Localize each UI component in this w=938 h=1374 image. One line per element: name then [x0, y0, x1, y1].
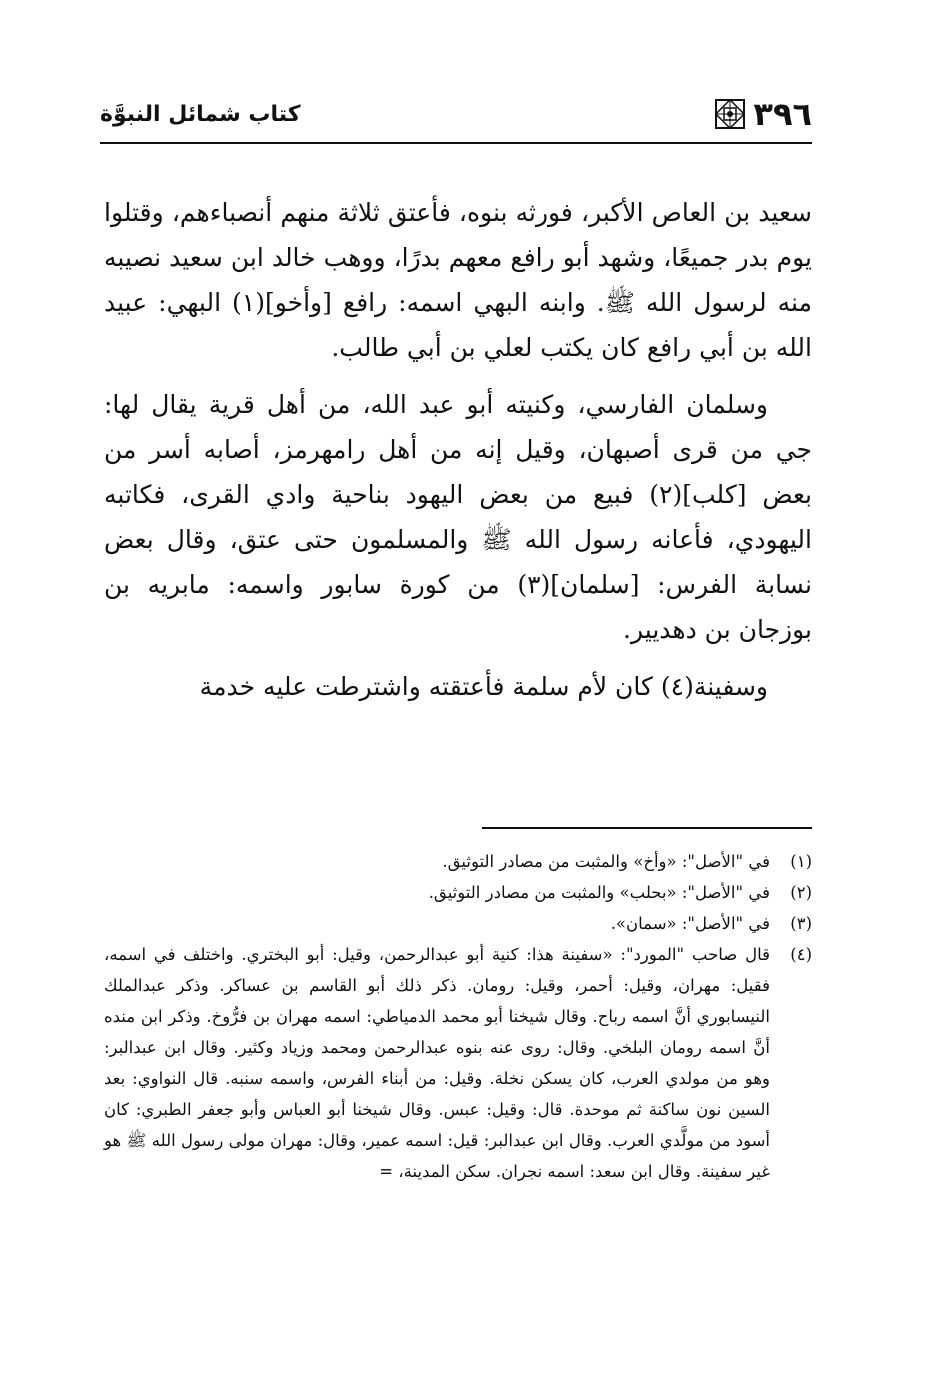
- footnote: [104, 877, 812, 908]
- page-header: [100, 92, 812, 148]
- footnote-text: في "الأصل": «سمان».: [610, 914, 770, 933]
- footnote-number: (١): [790, 852, 812, 871]
- header-divider: [100, 142, 812, 144]
- footnote-number: (٢): [790, 883, 812, 902]
- main-paragraph: سعيد بن العاص الأكبر، فورثه بنوه، فأعتق ثلاثة منهم أنصباءهم، وقتلوا يوم بدر جميعًا، وشهد أبو رافع معهم بدرًا، ووهب خالد ابن سعيد نصيبه منه لرسول الله ﷺ. وابنه البهي اسمه: رافع [وأخو](١) البهي: عبيد الله بن أبي رافع كان يكتب لعلي بن أبي طالب.: [104, 198, 812, 362]
- footnote-text: قال صاحب "المورد": «سفينة هذا: كنية أبو عبدالرحمن، وقيل: أبو البختري. واختلف في اسمه، فقيل: مهران، وقيل: أحمر، وقيل: رومان. ذكر ذلك أبو القاسم بن عساكر. وذكر عبدالملك النيسابوري أنَّ اسمه رباح. وقال شيخنا أبو محمد الدمياطي: اسمه مهران بن فرُّوخ. وذكر ابن منده أنَّ اسمه رومان البلخي. وقال: روى عنه بنوه عبدالرحمن ومحمد وزياد وكثير. وقال ابن عبدالبر: وهو من مولدي العرب، كان يسكن نخلة. وقيل: من أبناء الفرس، واسمه سنبه. قال النواوي: بعد السين نون ساكنة ثم موحدة. قال: وقيل: عبس. وقال شيخنا أبو العباس وأبو جعفر الطبري: كان أسود من مولَّدي العرب. وقال ابن عبدالبر: قيل: اسمه عمير، وقال: مهران مولى رسول الله ﷺ هو غير سفينة. وقال ابن سعد: اسمه نجران. سكن المدينة، =: [104, 945, 770, 1181]
- footnote-text: في "الأصل": «وأخ» والمثبت من مصادر التوثيق.: [442, 852, 770, 871]
- page-number: ٣٩٦: [753, 95, 812, 133]
- book-title: كتاب شمائل النبوَّة: [100, 101, 301, 127]
- footnote: [104, 939, 812, 1187]
- main-text: [104, 190, 812, 709]
- footnote: [104, 846, 812, 877]
- footnote-divider: [482, 827, 812, 829]
- footnote: [104, 908, 812, 939]
- main-paragraph: وسلمان الفارسي، وكنيته أبو عبد الله، من أهل قرية يقال لها: جي من قرى أصبهان، وقيل إنه من أهل رامهرمز، أصابه أسر من بعض [كلب](٢) فبيع من بعض اليهود بناحية وادي القرى، فكاتبه اليهودي، فأعانه رسول الله ﷺ والمسلمون حتى عتق، وقال بعض نسابة الفرس: [سلمان](٣) من كورة سابور واسمه: مابريه بن بوزجان بن دهديير.: [104, 390, 812, 644]
- footnote-number: (٤): [790, 945, 812, 964]
- footnotes: [104, 846, 812, 1187]
- ornament-icon: [715, 99, 745, 129]
- page-number-block: [715, 92, 812, 136]
- footnote-text: في "الأصل": «بحلب» والمثبت من مصادر التوثيق.: [428, 883, 770, 902]
- main-paragraph: وسفينة(٤) كان لأم سلمة فأعتقته واشترطت عليه خدمة: [199, 672, 768, 701]
- footnote-number: (٣): [790, 914, 812, 933]
